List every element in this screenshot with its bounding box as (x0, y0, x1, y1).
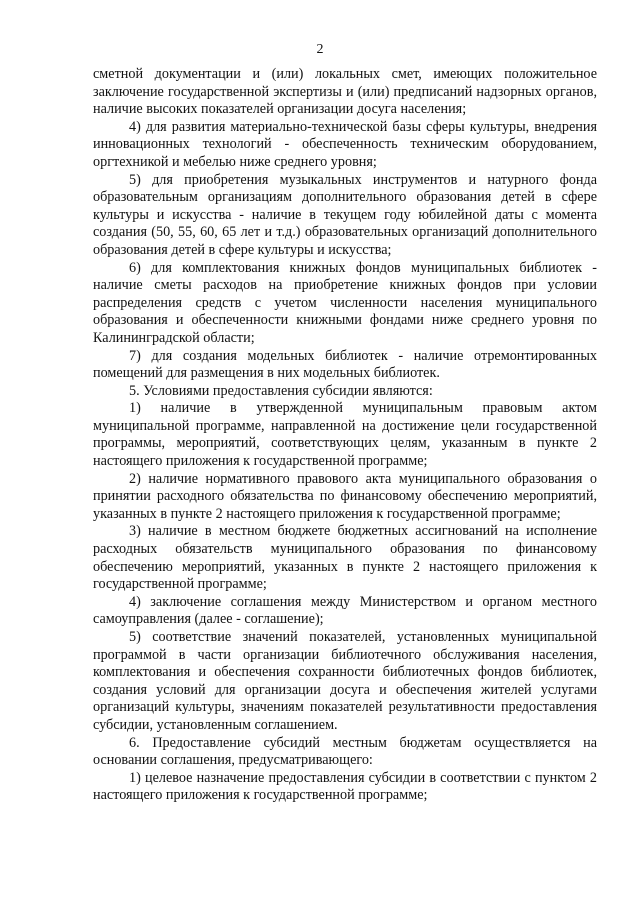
paragraph: 6. Предоставление субсидий местным бюджетам осуществляется на основании соглашения, предусматривающего: (93, 734, 597, 769)
paragraph: 1) наличие в утвержденной муниципальным правовым актом муниципальной программе, направленной на достижение цели государственной программы, мероприятий, соответствующих целям, указанным в пункте 2 настоящего приложения к государственной программе; (93, 400, 597, 470)
page-number: 2 (316, 42, 324, 57)
paragraph: 5. Условиями предоставления субсидии являются: (129, 382, 433, 399)
paragraph: 7) для создания модельных библиотек - наличие отремонтированных помещений для размещения в них модельных библиотек. (93, 347, 597, 382)
paragraph: 6) для комплектования книжных фондов муниципальных библиотек - наличие сметы расходов на приобретение книжных фондов при условии распределения средств с учетом численности населения муниципального образования и обеспеченности книжными фондами ниже среднего уровня по Калининградской области; (93, 259, 597, 346)
document-body (93, 66, 597, 805)
paragraph: 4) для развития материально-технической базы сферы культуры, внедрения инновационных технологий - обеспеченность техническим оборудованием, оргтехникой и мебелью ниже среднего уровня; (93, 118, 597, 170)
paragraph: 5) для приобретения музыкальных инструментов и натурного фонда образовательным организациям дополнительного образования детей в сфере культуры и искусства - наличие в текущем году юбилейной даты с момента создания (50, 55, 60, 65 лет и т.д.) образовательных организаций дополнительного образования детей в сфере культуры и искусства; (93, 171, 597, 258)
paragraph: 5) соответствие значений показателей, установленных муниципальной программой в части организации библиотечного обслуживания населения, комплектования и обеспечения сохранности библиотечных фондов библиотек, создания условий для организации досуга и обеспечения жителей услугами организаций культуры, значениям показателей результативности предоставления субсидии, установленным соглашением. (93, 629, 597, 733)
paragraph: 2) наличие нормативного правового акта муниципального образования о принятии расходного обязательства по финансовому обеспечению мероприятий, указанных в пункте 2 настоящего приложения к государственной программе; (93, 470, 597, 522)
paragraph: 4) заключение соглашения между Министерством и органом местного самоуправления (далее - соглашение); (93, 593, 597, 628)
paragraph: 3) наличие в местном бюджете бюджетных ассигнований на исполнение расходных обязательств муниципального образования по финансовому обеспечению мероприятий, указанных в пункте 2 настоящего приложения к государственной программе; (93, 523, 597, 593)
paragraph: сметной документации и (или) локальных смет, имеющих положительное заключение государственной экспертизы и (или) предписаний надзорных органов, наличие высоких показателей организации досуга населения; (93, 66, 597, 118)
paragraph: 1) целевое назначение предоставления субсидии в соответствии с пунктом 2 настоящего приложения к государственной программе; (93, 769, 597, 804)
